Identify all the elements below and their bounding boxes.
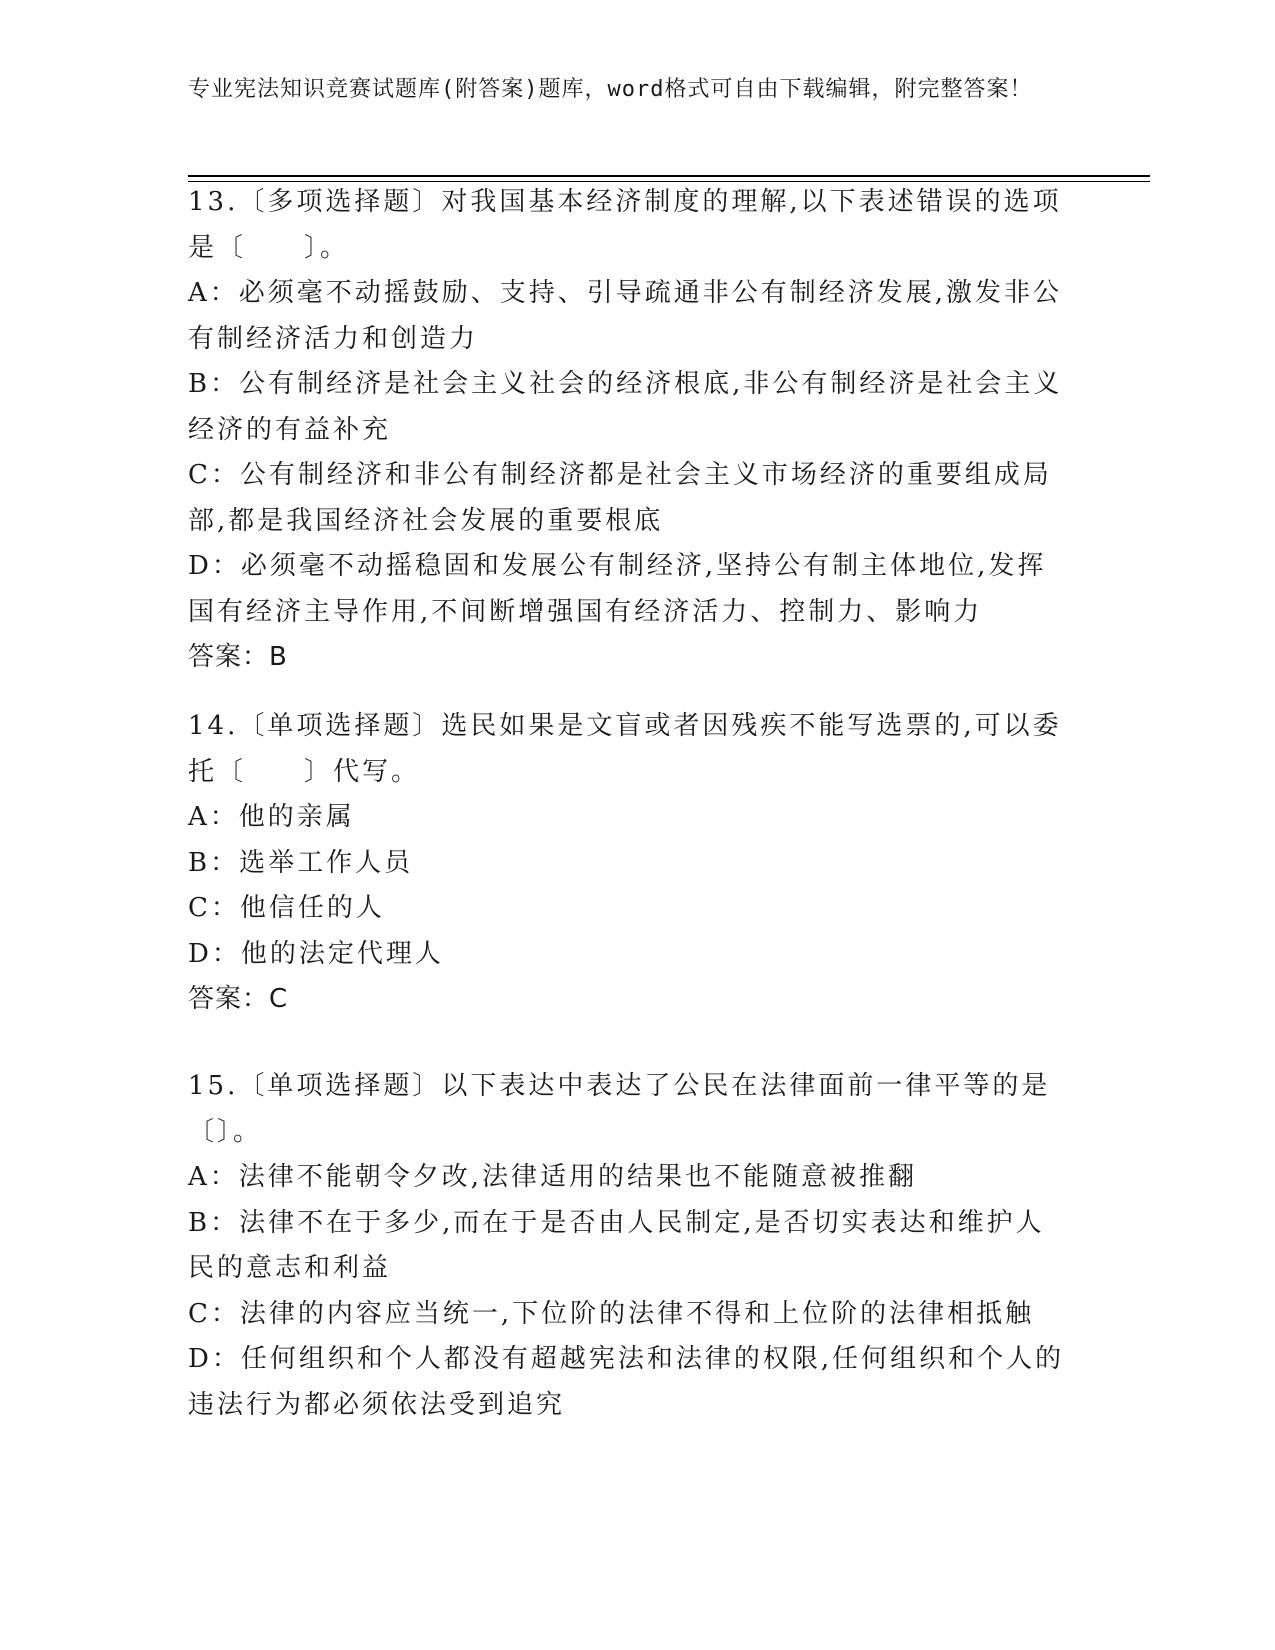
question-13 xyxy=(188,180,1068,681)
option-b: B：选举工作人员 xyxy=(188,847,414,878)
page-header: 专业宪法知识竞赛试题库(附答案)题库，word格式可自由下载编辑，附完整答案！ xyxy=(188,77,1033,102)
question-stem: 13.〔多项选择题〕对我国基本经济制度的理解,以下表述错误的选项是〔 〕。 xyxy=(188,187,1062,263)
question-stem: 15.〔单项选择题〕以下表达中表达了公民在法律面前一律平等的是〔〕。 xyxy=(188,1071,1051,1147)
question-14 xyxy=(188,704,1068,1023)
option-d: D：他的法定代理人 xyxy=(188,938,444,969)
option-a: A：法律不能朝令夕改,法律适用的结果也不能随意被推翻 xyxy=(188,1162,918,1192)
option-b: B：公有制经济是社会主义社会的经济根底,非公有制经济是社会主义经济的有益补充 xyxy=(188,369,1063,445)
option-d: D：任何组织和个人都没有超越宪法和法律的权限,任何组织和个人的违法行为都必须依法受到追究 xyxy=(188,1344,1065,1420)
question-stem: 14.〔单项选择题〕选民如果是文盲或者因残疾不能写选票的,可以委托〔 〕代写。 xyxy=(188,711,1062,787)
header-divider-thick xyxy=(188,175,1150,177)
option-c: C：他信任的人 xyxy=(188,893,385,923)
option-c: C：法律的内容应当统一,下位阶的法律不得和上位阶的法律相抵触 xyxy=(188,1298,1035,1329)
question-15 xyxy=(188,1064,1068,1428)
option-d: D：必须毫不动摇稳固和发展公有制经济,坚持公有制主体地位,发挥国有经济主导作用,不间断增强国有经济活力、控制力、影响力 xyxy=(188,551,1047,627)
option-a: A：必须毫不动摇鼓励、支持、引导疏通非公有制经济发展,激发非公有制经济活力和创造力 xyxy=(188,278,1063,354)
option-b: B：法律不在于多少,而在于是否由人民制定,是否切实表达和维护人民的意志和利益 xyxy=(188,1207,1045,1283)
answer-line: 答案：C xyxy=(188,984,289,1014)
option-a: A：他的亲属 xyxy=(188,802,355,832)
answer-line: 答案：B xyxy=(188,642,288,672)
option-c: C：公有制经济和非公有制经济都是社会主义市场经济的重要组成局部,都是我国经济社会发展的重要根底 xyxy=(188,460,1052,536)
